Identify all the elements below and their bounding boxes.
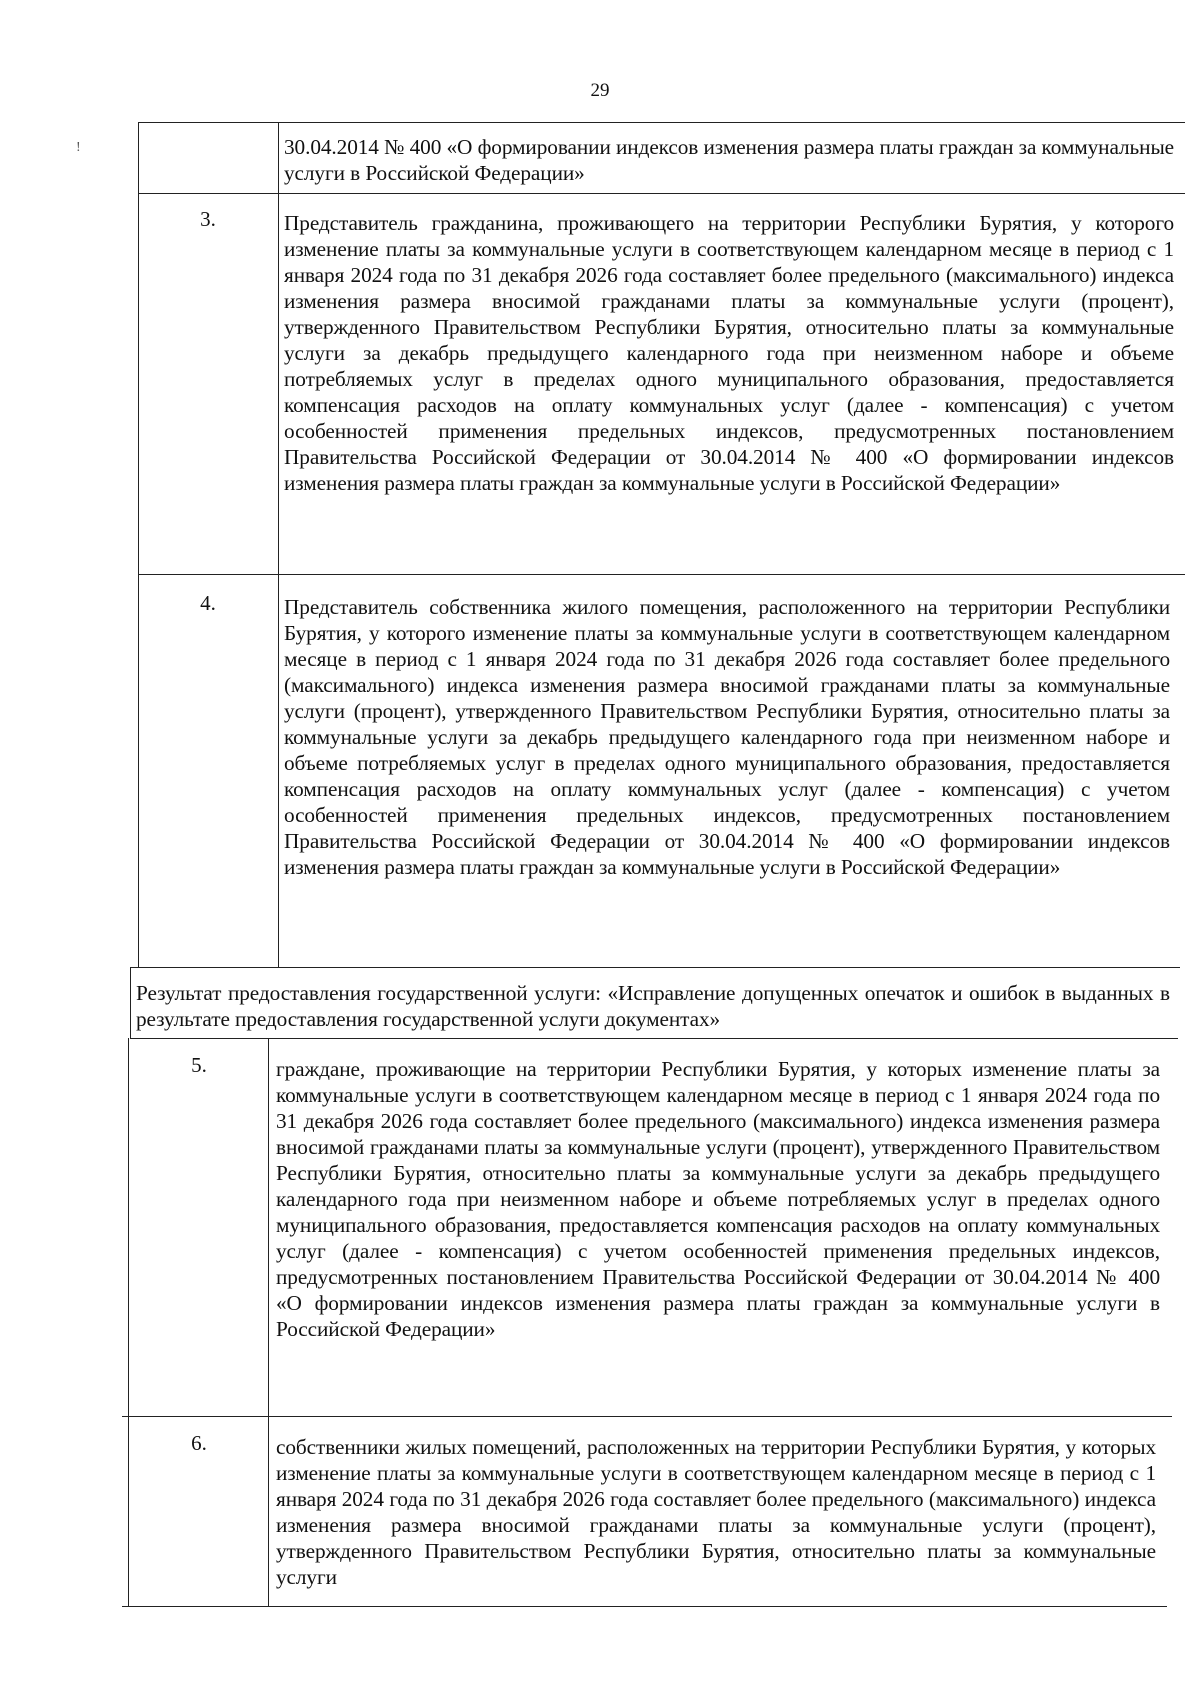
row-number: 5. [191,1053,207,1077]
row-divider [130,1038,1178,1039]
page-number: 29 [590,80,610,101]
row-text: граждане, проживающие на территории Республики Бурятия, у которых изменение платы за коммунальные услуги в соответствующем календарном месяце в период с 1 января 2024 года по 31 декабря 2026 года составляет более предельного (максимального) индекса изменения размера вносимой гражданами платы за коммунальные услуги (процент), утвержденного Правительством Республики Бурятия, относительно платы за коммунальные услуги за декабрь предыдущего календарного года при неизменном наборе и объеме потребляемых услуг в пределах одного муниципального образования, предоставляется компенсация расходов на оплату коммунальных услуг (далее - компенсация) с учетом особенностей применения предельных индексов, предусмотренных постановлением Правительства Российской Федерации от 30.04.2014 № 400 «О формировании индексов изменения размера платы граждан за коммунальные услуги в Российской Федерации» [276,1057,1160,1341]
row-text: Представитель гражданина, проживающего на территории Республики Бурятия, у которого изменение платы за коммунальные услуги в соответствующем календарном месяце в период с 1 января 2024 года по 31 декабря 2026 года составляет более предельного (максимального) индекса изменения размера вносимой гражданами платы за коммунальные услуги (процент), утвержденного Правительством Республики Бурятия, относительно платы за коммунальные услуги за декабрь предыдущего календарного года при неизменном наборе и объеме потребляемых услуг в пределах одного муниципального образования, предоставляется компенсация расходов на оплату коммунальных услуг (далее - компенсация) с учетом особенностей применения предельных индексов, предусмотренных постановлением Правительства Российской Федерации от 30.04.2014 № 400 «О формировании индексов изменения размера платы граждан за коммунальные услуги в Российской Федерации» [284,211,1174,495]
row-divider [130,967,1180,968]
row-text: Представитель собственника жилого помещения, расположенного на территории Республики Бурятия, у которого изменение платы за коммунальные услуги в соответствующем календарном месяце в период с 1 января 2024 года по 31 декабря 2026 года составляет более предельного (максимального) индекса изменения размера вносимой гражданами платы за коммунальные услуги (процент), утвержденного Правительством Республики Бурятия, относительно платы за коммунальные услуги за декабрь предыдущего календарного года при неизменном наборе и объеме потребляемых услуг в пределах одного муниципального образования, предоставляется компенсация расходов на оплату коммунальных услуг (далее - компенсация) с учетом особенностей применения предельных индексов, предусмотренных постановлением Правительства Российской Федерации от 30.04.2014 № 400 «О формировании индексов изменения размера платы граждан за коммунальные услуги в Российской Федерации» [284,595,1170,879]
row-divider [138,193,1185,194]
table-bottom-border [122,1606,1167,1607]
result-heading: Результат предоставления государственной услуги: «Исправление допущенных опечаток и ошибок в выданных в результате предоставления государственной услуги документах» [136,981,1170,1031]
table-left-border [130,967,131,1038]
table-left-border [138,122,139,967]
table-left-border [128,1038,129,1606]
row-divider [122,1416,1172,1417]
column-divider [268,1038,269,1606]
row-divider [138,574,1185,575]
margin-mark: ! [76,140,81,155]
row-text: 30.04.2014 № 400 «О формировании индексов изменения размера платы граждан за коммунальные услуги в Российской Федерации» [284,135,1174,185]
row-number: 6. [191,1431,207,1455]
row-number: 4. [200,591,216,615]
column-divider [278,122,279,967]
row-number: 3. [200,207,216,231]
table-top-border [138,122,1185,123]
row-text: собственники жилых помещений, расположенных на территории Республики Бурятия, у которых изменение платы за коммунальные услуги в соответствующем календарном месяце в период с 1 января 2024 года по 31 декабря 2026 года составляет более предельного (максимального) индекса изменения размера вносимой гражданами платы за коммунальные услуги (процент), утвержденного Правительством Республики Бурятия, относительно платы за коммунальные услуги [276,1435,1156,1589]
